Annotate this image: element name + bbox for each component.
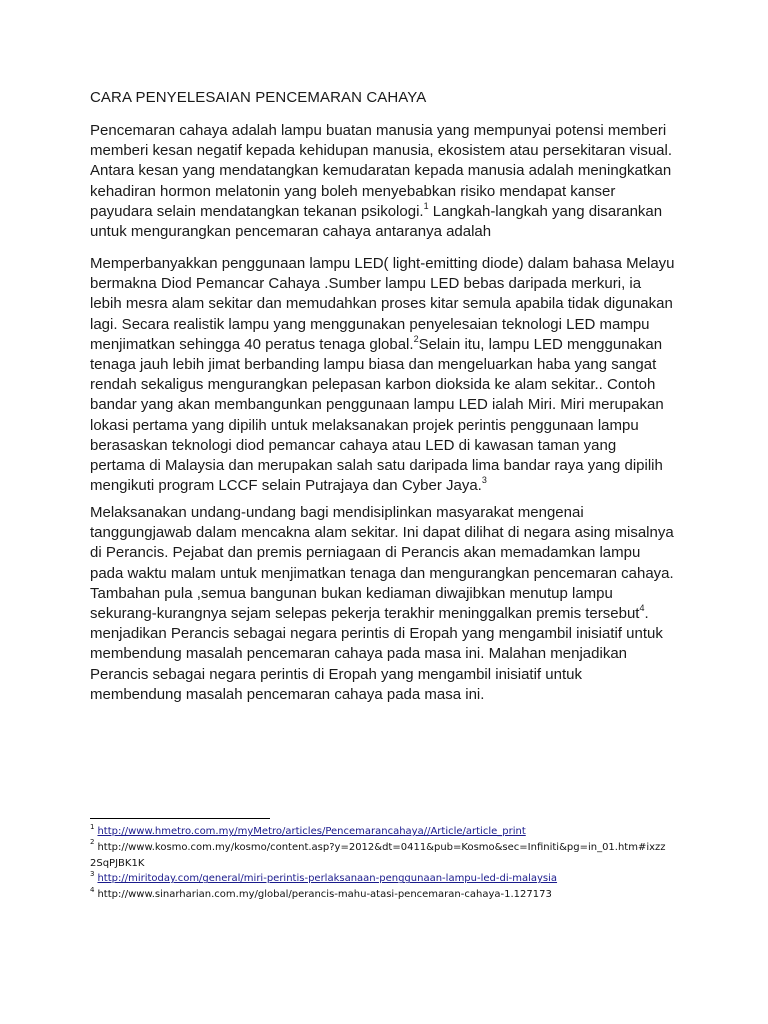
footnote-item <box>90 840 710 856</box>
footnote-link[interactable]: http://www.hmetro.com.my/myMetro/articles/Pencemarancahaya//Article/article_print <box>97 826 526 837</box>
paragraph-intro <box>90 121 690 242</box>
footnote-ref[interactable]: 1 <box>423 200 429 211</box>
paragraph-line: Tambahan pula ,semua bangunan bukan kediaman diwajibkan menutup lampu <box>90 584 613 602</box>
paragraph-line: berasaskan teknologi diod pemancar cahaya atau LED di kawasan taman yang <box>90 436 617 454</box>
paragraph-line: membendung masalah pencemaran cahaya pada masa ini. <box>90 685 485 703</box>
paragraph-line: membendung masalah pencemaran cahaya pada masa ini. Malahan menjadikan <box>90 645 627 663</box>
footnote-item <box>90 856 710 872</box>
paragraph-line: rendah sekaligus mengurangkan pelepasan karbon dioksida ke alam sekitar.. Contoh <box>90 376 656 394</box>
footnote-number: 3 <box>90 870 95 879</box>
footnote-item <box>90 824 710 840</box>
paragraph-line <box>90 335 690 355</box>
footnote-text: 2SqPJBK1K <box>90 857 145 869</box>
paragraph-line: kehadiran hormon melatonin yang boleh menyebabkan risiko mendapat kanser <box>90 182 616 200</box>
line-text: sekurang-kurangnya sejam selepas pekerja terakhir meninggalkan premis tersebut <box>90 605 640 623</box>
paragraph-line: pertama di Malaysia dan merupakan salah satu daripada lima bandar raya yang dipilih <box>90 457 663 475</box>
paragraph-line <box>90 476 690 496</box>
paragraph-line: lokasi pertama yang dipilih untuk melaksanakan projek perintis penggunaan lampu <box>90 416 639 434</box>
footnote-number: 4 <box>90 885 95 894</box>
line-text: menjimatkan sehingga 40 peratus tenaga global. <box>90 335 414 353</box>
paragraph-line: untuk mengurangkan pencemaran cahaya antaranya adalah <box>90 223 492 241</box>
footnote-ref[interactable]: 3 <box>481 475 487 486</box>
footnote-number: 2 <box>90 838 95 847</box>
line-text: Selain itu, lampu LED menggunakan <box>418 335 663 353</box>
footnotes-section <box>90 824 710 903</box>
paragraph-line <box>90 604 690 624</box>
footnote-ref[interactable]: 4 <box>639 603 645 614</box>
paragraph-line: Melaksanakan undang-undang bagi mendisiplinkan masyarakat mengenai <box>90 504 584 521</box>
footnote-link[interactable]: http://miritoday.com/general/miri-perintis-perlaksanaan-penggunaan-lampu-led-di-malaysia <box>97 873 558 885</box>
line-text: Langkah-langkah yang disarankan <box>428 202 663 220</box>
paragraph-line: memberi kesan negatif kepada kehidupan manusia, ekosistem atau persekitaran visual. <box>90 142 672 160</box>
paragraph-line: bermakna Diod Pemancar Cahaya .Sumber lampu LED bebas daripada merkuri, ia <box>90 275 642 293</box>
footnote-item <box>90 887 710 903</box>
line-text: mengikuti program LCCF selain Putrajaya dan Cyber Jaya. <box>90 477 482 495</box>
line-text: . <box>644 605 649 623</box>
paragraph-line: Memperbanyakkan penggunaan lampu LED( light-emitting diode) dalam bahasa Melayu <box>90 255 675 272</box>
paragraph-line: lagi. Secara realistik lampu yang menggunakan penyelesaian teknologi LED mampu <box>90 315 650 333</box>
paragraph-line: di Perancis. Pejabat dan premis perniagaan di Perancis akan memadamkan lampu <box>90 544 641 562</box>
line-text: payudara selain mendatangkan tekanan psikologi. <box>90 202 424 220</box>
footnote-text: http://www.kosmo.com.my/kosmo/content.asp?y=2012&dt=0411&pub=Kosmo&sec=Infiniti&pg=in_01.htm#ixzz <box>97 841 666 853</box>
paragraph-line: Antara kesan yang mendatangkan kemudaratan kepada manusia adalah meningkatkan <box>90 162 672 180</box>
paragraph-law <box>90 503 690 705</box>
footnote-ref[interactable]: 2 <box>413 333 419 344</box>
paragraph-line: tanggungjawab dalam mencakna alam sekitar. Ini dapat dilihat di negara asing misalnya <box>90 524 674 542</box>
footnote-text: http://www.sinarharian.com.my/global/perancis-mahu-atasi-pencemaran-cahaya-1.127173 <box>97 889 552 901</box>
footnote-number: 1 <box>90 822 95 831</box>
paragraph-line <box>90 202 690 222</box>
paragraph-line: Pencemaran cahaya adalah lampu buatan manusia yang mempunyai potensi memberi <box>90 122 667 139</box>
paragraph-line: bandar yang akan membangunkan penggunaan lampu LED ialah Miri. Miri merupakan <box>90 396 664 414</box>
paragraph-led <box>90 254 690 496</box>
paragraph-line: pada waktu malam untuk menjimatkan tenaga dan mengurangkan pencemaran cahaya. <box>90 564 674 582</box>
paragraph-line: menjadikan Perancis sebagai negara perintis di Eropah yang mengambil inisiatif untuk <box>90 625 663 643</box>
paragraph-line: lebih mesra alam sekitar dan memudahkan proses kitar semula apabila tidak digunakan <box>90 295 673 313</box>
paragraph-line: tenaga jauh lebih jimat berbanding lampu biasa dan mengeluarkan haba yang sangat <box>90 356 657 374</box>
footnote-separator <box>90 818 270 819</box>
document-title: CARA PENYELESAIAN PENCEMARAN CAHAYA <box>90 89 427 106</box>
paragraph-line: Perancis sebagai negara perintis di Eropah yang mengambil inisiatif untuk <box>90 665 582 683</box>
footnote-item <box>90 871 710 887</box>
